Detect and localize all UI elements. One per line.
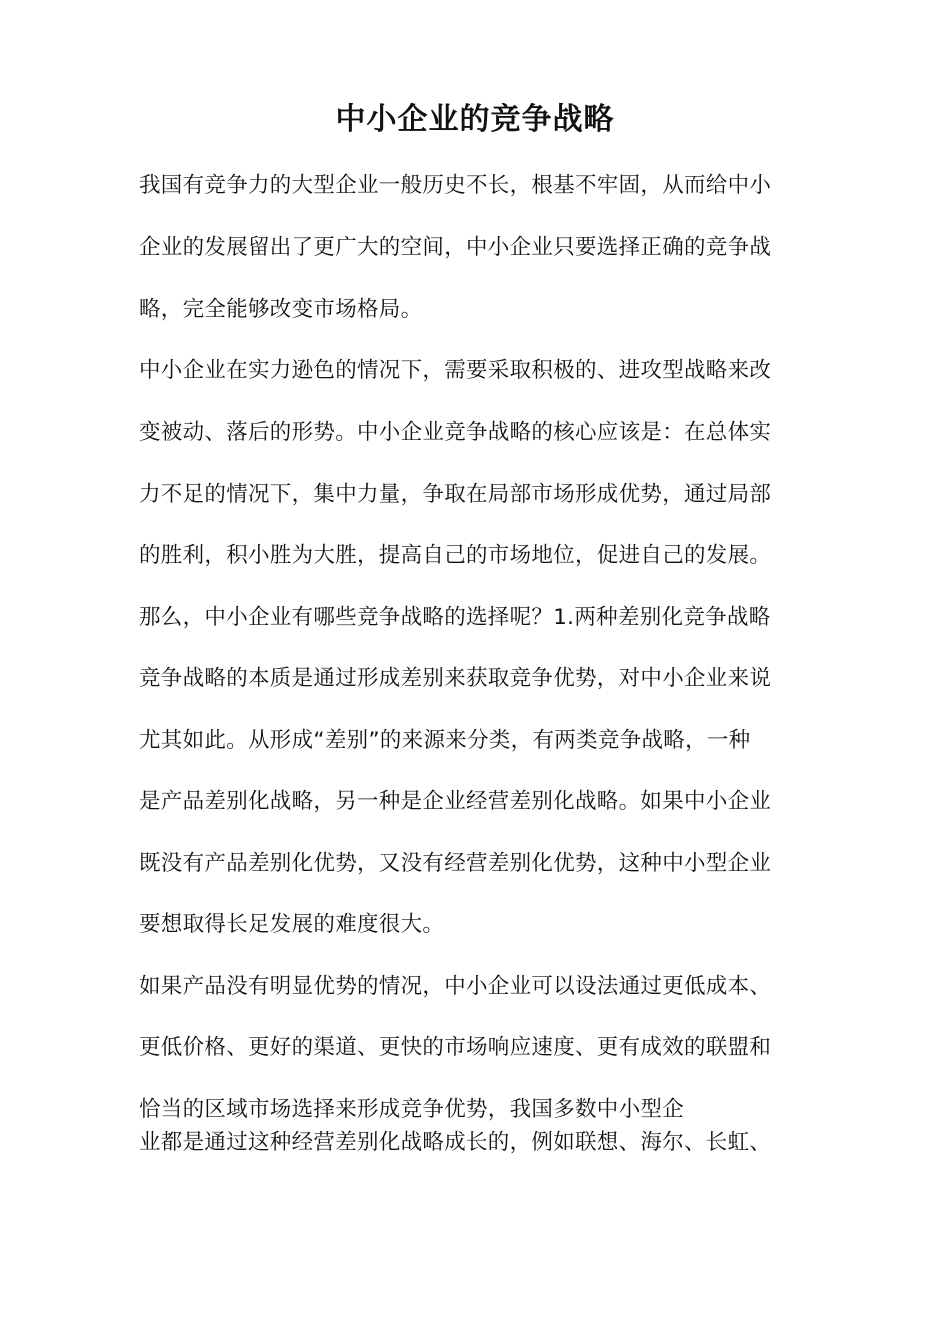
text-line: 企业的发展留出了更广大的空间，中小企业只要选择正确的竞争战 [139,235,772,260]
text-line: 中小企业在实力逊色的情况下，需要采取积极的、进攻型战略来改 [139,358,772,383]
text-line: 业都是通过这种经营差别化战略成长的，例如联想、海尔、长虹、 [139,1130,772,1155]
text-line: 变被动、落后的形势。中小企业竞争战略的核心应该是：在总体实 [139,420,772,445]
text-line: 要想取得长足发展的难度很大。 [139,912,445,937]
text-line: 的胜利，积小胜为大胜，提高自己的市场地位，促进自己的发展。 [139,543,772,568]
text-line: 略，完全能够改变市场格局。 [139,297,423,322]
text-line: 力不足的情况下，集中力量，争取在局部市场形成优势，通过局部 [139,482,772,507]
text-line: 我国有竞争力的大型企业一般历史不长，根基不牢固，从而给中小 [139,173,772,198]
text-line: 如果产品没有明显优势的情况，中小企业可以设法通过更低成本、 [139,974,772,999]
text-line: 尤其如此。从形成“差别”的来源来分类，有两类竞争战略，一种 [139,728,751,753]
document-title: 中小企业的竞争战略 [335,102,615,137]
text-line: 更低价格、更好的渠道、更快的市场响应速度、更有成效的联盟和 [139,1035,772,1060]
text-line: 那么，中小企业有哪些竞争战略的选择呢？1.两种差别化竞争战略 [139,605,771,630]
text-line: 是产品差别化战略，另一种是企业经营差别化战略。如果中小企业 [139,789,772,814]
text-line: 恰当的区域市场选择来形成竞争优势，我国多数中小型企 [139,1097,685,1122]
text-line: 既没有产品差别化优势，又没有经营差别化优势，这种中小型企业 [139,851,772,876]
text-line: 竞争战略的本质是通过形成差别来获取竞争优势，对中小企业来说 [139,666,772,691]
